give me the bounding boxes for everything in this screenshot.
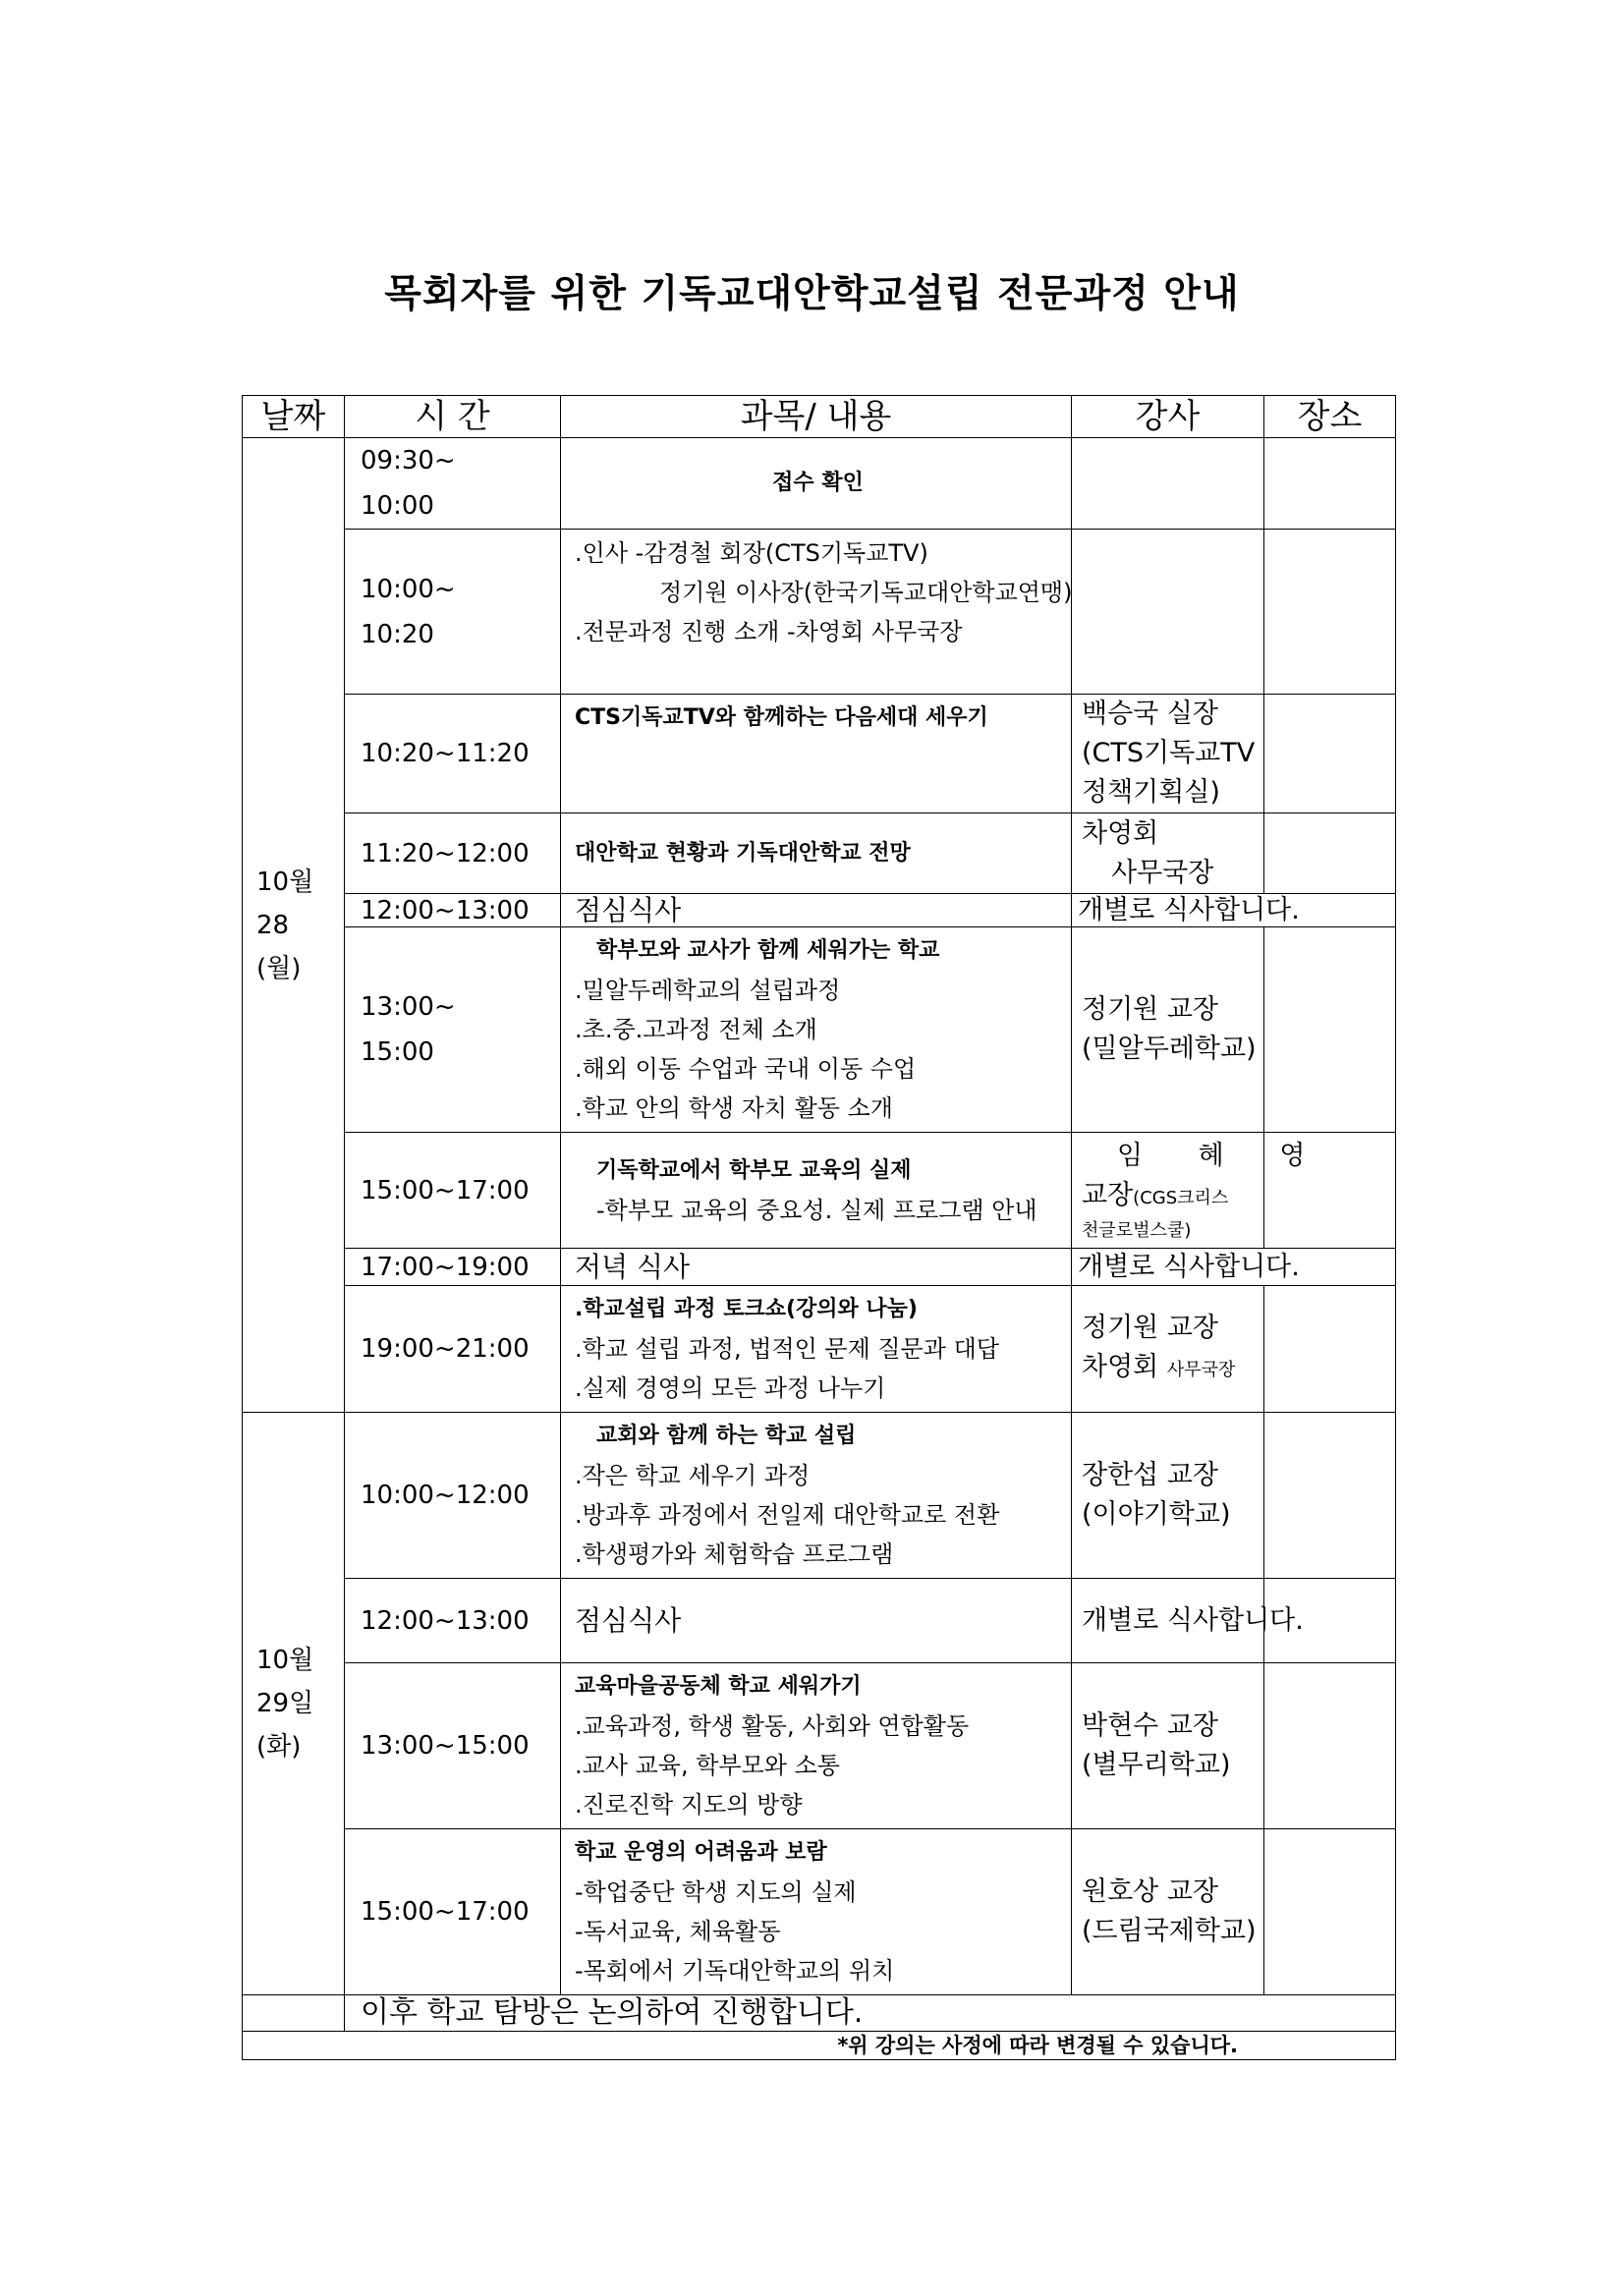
table-row: [243, 1829, 1396, 1995]
table-row: [243, 438, 1396, 530]
lecturer-cell: 정기원 교장 차영회 사무국장: [1072, 1286, 1264, 1413]
lecturer-cell: [1072, 438, 1264, 530]
table-row: [243, 1995, 1396, 2032]
content-cell: 교육마을공동체 학교 세워가기 .교육과정, 학생 활동, 사회와 연합활동 .교사 교육, 학부모와 소통 .진로진학 지도의 방향: [561, 1663, 1072, 1829]
content-cell: CTS기독교TV와 함께하는 다음세대 세우기: [561, 695, 1072, 813]
content-cell: 대안학교 현황과 기독대안학교 전망: [561, 813, 1072, 894]
table-row: [243, 2032, 1396, 2060]
time-cell: 09:30~ 10:00: [345, 438, 561, 530]
table-row: [243, 1249, 1396, 1286]
table-row: [243, 1579, 1396, 1663]
lecturer-cell: 백승국 실장 (CTS기독교TV 정책기획실): [1072, 695, 1264, 813]
time-cell: 10:00~12:00: [345, 1413, 561, 1579]
time-cell: 11:20~12:00: [345, 813, 561, 894]
time-cell: 13:00~15:00: [345, 1663, 561, 1829]
content-cell: 저녁 식사: [561, 1249, 1072, 1286]
lecturer-cell: 임 혜 영 교장(CGS크리스 천글로벌스쿨): [1072, 1133, 1264, 1249]
lecturer-cell: 개별로 식사합니다.: [1072, 894, 1396, 927]
header-lecturer: 강사: [1072, 396, 1264, 438]
lecturer-cell: 차영회 사무국장: [1072, 813, 1264, 894]
table-header-row: [243, 396, 1396, 438]
content-cell: 점심식사: [561, 1579, 1072, 1663]
lecturer-cell: 장한섭 교장 (이야기학교): [1072, 1413, 1264, 1579]
place-cell: [1264, 1663, 1396, 1829]
page-title: 목회자를 위한 기독교대안학교설립 전문과정 안내: [384, 272, 1240, 316]
place-cell: [1264, 1286, 1396, 1413]
date-cell-day2: 10월 29일 (화): [243, 1413, 345, 1995]
table-row: [243, 530, 1396, 695]
header-subject: 과목/ 내용: [561, 396, 1072, 438]
lecturer-cell: 원호상 교장 (드림국제학교): [1072, 1829, 1264, 1995]
lecturer-cell: 정기원 교장 (밀알두레학교): [1072, 927, 1264, 1133]
header-time: 시 간: [345, 396, 561, 438]
place-cell: [1264, 695, 1396, 813]
date-cell-day1: 10월 28 (월): [243, 438, 345, 1413]
lecturer-cell: 박현수 교장 (별무리학교): [1072, 1663, 1264, 1829]
header-date: 날짜: [243, 396, 345, 438]
table-row: [243, 1413, 1396, 1579]
content-cell: .학교설립 과정 토크쇼(강의와 나눔) .학교 설립 과정, 법적인 문제 질문과 대답 .실제 경영의 모든 과정 나누기: [561, 1286, 1072, 1413]
table-row: [243, 1286, 1396, 1413]
time-cell: 19:00~21:00: [345, 1286, 561, 1413]
time-cell: 15:00~17:00: [345, 1829, 561, 1995]
place-cell: [1264, 1829, 1396, 1995]
content-cell: 학교 운영의 어려움과 보람 -학업중단 학생 지도의 실제 -독서교육, 체육활동 -목회에서 기독대안학교의 위치: [561, 1829, 1072, 1995]
footnote: *위 강의는 사정에 따라 변경될 수 있습니다.: [243, 2032, 1396, 2060]
place-cell: [1264, 813, 1396, 894]
content-cell: 점심식사: [561, 894, 1072, 927]
table-row: [243, 894, 1396, 927]
table-row: [243, 927, 1396, 1133]
time-cell: 10:20~11:20: [345, 695, 561, 813]
place-cell: [1264, 438, 1396, 530]
place-cell: [1264, 530, 1396, 695]
header-place: 장소: [1264, 396, 1396, 438]
table-row: [243, 1663, 1396, 1829]
lecturer-cell: 개별로 식사합니다.: [1072, 1249, 1396, 1286]
place-cell: [1264, 927, 1396, 1133]
content-cell: .인사 -감경철 회장(CTS기독교TV) 정기원 이사장(한국기독교대안학교연맹) .전문과정 진행 소개 -차영회 사무국장: [561, 530, 1072, 695]
time-cell: 12:00~13:00: [345, 1579, 561, 1663]
content-cell: 교회와 함께 하는 학교 설립 .작은 학교 세우기 과정 .방과후 과정에서 전일제 대안학교로 전환 .학생평가와 체험학습 프로그램: [561, 1413, 1072, 1579]
time-cell: 13:00~ 15:00: [345, 927, 561, 1133]
visit-note: 이후 학교 탐방은 논의하여 진행합니다.: [345, 1995, 1396, 2032]
place-cell: [1264, 1413, 1396, 1579]
content-cell: 학부모와 교사가 함께 세워가는 학교 .밀알두레학교의 설립과정 .초.중.고과정 전체 소개 .해외 이동 수업과 국내 이동 수업 .학교 안의 학생 자치 활동 소개: [561, 927, 1072, 1133]
time-cell: 15:00~17:00: [345, 1133, 561, 1249]
table-row: [243, 1133, 1396, 1249]
content-cell: 접수 확인: [561, 438, 1072, 530]
time-cell: 12:00~13:00: [345, 894, 561, 927]
table-row: [243, 695, 1396, 813]
table-row: [243, 813, 1396, 894]
lecturer-cell: [1072, 530, 1264, 695]
empty-date-cell: [243, 1995, 345, 2032]
content-cell: 기독학교에서 학부모 교육의 실제 -학부모 교육의 중요성. 실제 프로그램 안내: [561, 1133, 1072, 1249]
lecturer-cell: 개별로 식사합니다.: [1072, 1579, 1264, 1663]
time-cell: 10:00~ 10:20: [345, 530, 561, 695]
time-cell: 17:00~19:00: [345, 1249, 561, 1286]
schedule-table: [242, 395, 1396, 2060]
